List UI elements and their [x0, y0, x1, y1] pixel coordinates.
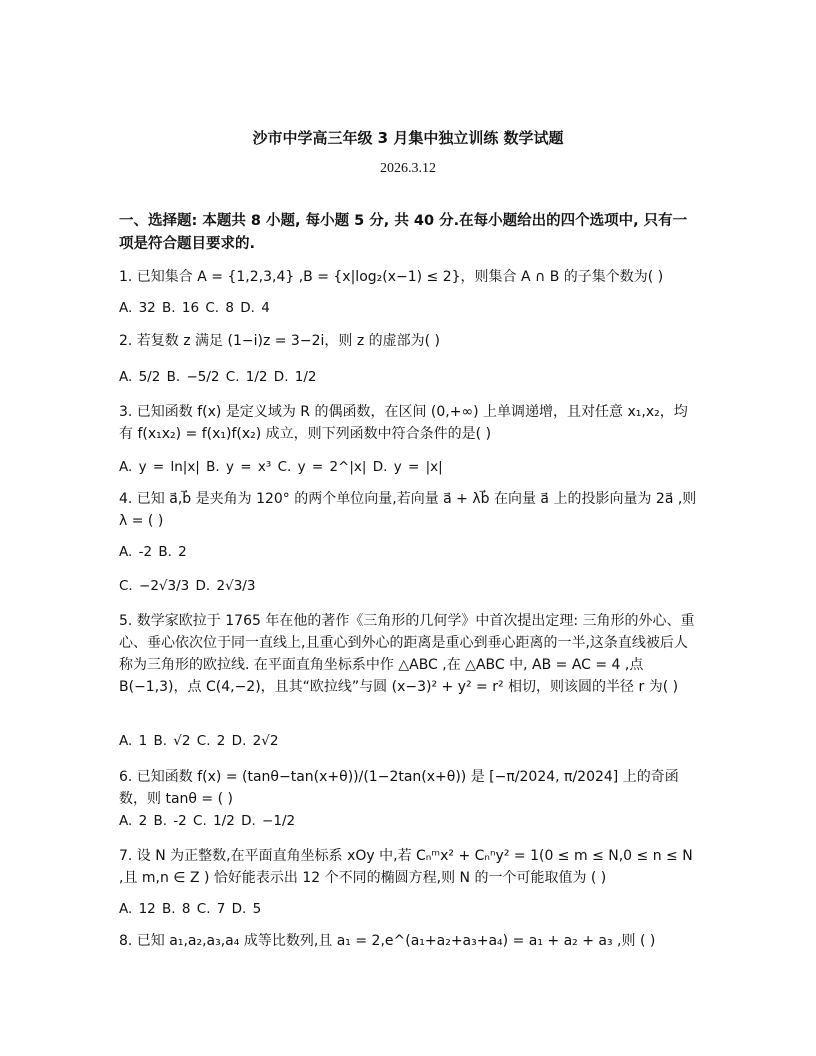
question-1-options: A. 32 B. 16 C. 8 D. 4: [119, 300, 270, 316]
question-3-options: A. y = ln|x| B. y = x³ C. y = 2^|x| D. y = |x|: [119, 459, 443, 475]
question-2-options: A. 5/2 B. −5/2 C. 1/2 D. 1/2: [119, 369, 317, 385]
question-4-stem: 4. 已知 a⃗,b⃗ 是夹角为 120° 的两个单位向量,若向量 a⃗ + λb⃗ 在向量 a⃗ 上的投影向量为 2a⃗ ,则 λ = ( ): [119, 491, 697, 529]
question-6-options: A. 2 B. -2 C. 1/2 D. −1/2: [119, 813, 296, 829]
question-6-stem: 6. 已知函数 f(x) = (tanθ−tan(x+θ))/(1−2tan(x+θ)) 是 [−π/2024, π/2024] 上的奇函数，则 tanθ = ( ): [119, 769, 679, 807]
question-7-stem: 7. 设 N 为正整数,在平面直角坐标系 xOy 中,若 Cₙᵐx² + Cₙⁿy² = 1(0 ≤ m ≤ N,0 ≤ n ≤ N ,且 m,n ∈ Z ) 恰好能表示出 12 个不同的椭圆方程,则 N 的一个可能取值为 ( ): [119, 848, 693, 886]
question-4-options-cd: C. −2√3/3 D. 2√3/3: [119, 578, 256, 594]
section-heading: 一、选择题: 本题共 8 小题, 每小题 5 分, 共 40 分.在每小题给出的四个选项中, 只有一项是符合题目要求的.: [119, 213, 688, 252]
question-3-stem: 3. 已知函数 f(x) 是定义域为 R 的偶函数，在区间 (0,+∞) 上单调递增，且对任意 x₁,x₂，均有 f(x₁x₂) = f(x₁)f(x₂) 成立，则下列函数中符合条件的是( ): [119, 404, 688, 442]
page-title: 沙市中学高三年级 3 月集中独立训练 数学试题: [252, 129, 564, 147]
question-2-stem: 2. 若复数 z 满足 (1−i)z = 3−2i，则 z 的虚部为( ): [119, 333, 440, 349]
question-5-options: A. 1 B. √2 C. 2 D. 2√2: [119, 733, 279, 749]
question-4-options: A. -2 B. 2: [119, 544, 187, 560]
question-8-stem: 8. 已知 a₁,a₂,a₃,a₄ 成等比数列,且 a₁ = 2,e^(a₁+a₂+a₃+a₄) = a₁ + a₂ + a₃ ,则 ( ): [119, 933, 656, 949]
question-5-stem: 5. 数学家欧拉于 1765 年在他的著作《三角形的几何学》中首次提出定理: 三角形的外心、重心、垂心依次位于同一直线上,且重心到外心的距离是重心到垂心距离的一半,这条直线被后人称为三角形的欧拉线. 在平面直角坐标系中作 △ABC ,在 △ABC 中, AB = AC = 4 ,点 B(−1,3)，点 C(4,−2)，且其“欧拉线”与圆 (x−3)² + y² = r² 相切，则该圆的半径 r 为( ): [119, 613, 695, 695]
question-1-stem: 1. 已知集合 A = {1,2,3,4} ,B = {x|log₂(x−1) ≤ 2}，则集合 A ∩ B 的子集个数为( ): [119, 269, 664, 285]
exam-date: 2026.3.12: [380, 161, 436, 176]
question-7-options: A. 12 B. 8 C. 7 D. 5: [119, 901, 262, 917]
